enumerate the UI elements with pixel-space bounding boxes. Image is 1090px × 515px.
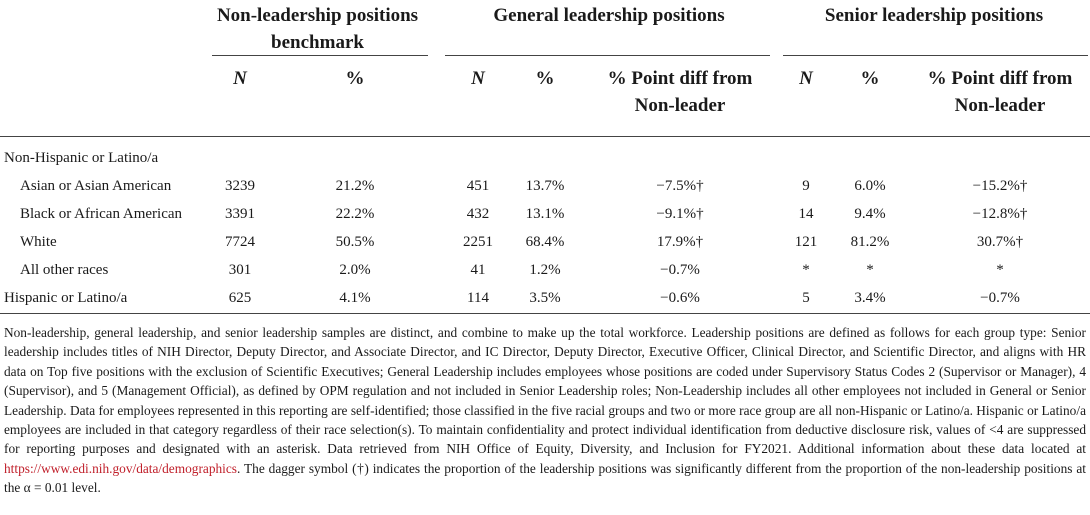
row-label: White (20, 234, 57, 250)
cell-sl-diff: −0.7% (980, 290, 1020, 306)
cell-sl-pct: 9.4% (854, 206, 886, 222)
group-underline (212, 55, 428, 56)
cell-gl-n: 2251 (463, 234, 493, 250)
cell-gl-n: 432 (466, 206, 490, 222)
row-label: All other races (20, 262, 109, 278)
cell-gl-n: 41 (470, 262, 486, 278)
group-underline (783, 55, 1088, 56)
cell-sl-diff: * (996, 262, 1004, 278)
cell-gl-pct: 3.5% (529, 290, 561, 306)
footnote-link[interactable]: https://www.edi.nih.gov/data/demographics (4, 460, 237, 476)
cell-gl-pct: 1.2% (529, 262, 561, 278)
col-header-n: N (799, 68, 813, 89)
cell-gl-diff: −0.6% (660, 290, 700, 306)
cell-nl-n: 3391 (225, 206, 255, 222)
col-header-pct: % (860, 68, 880, 89)
group-header-general-leadership: General leadership positions (493, 5, 725, 26)
cell-gl-diff: −0.7% (660, 262, 700, 278)
table-rule (0, 313, 1090, 314)
cell-nl-pct: 2.0% (339, 262, 371, 278)
cell-gl-n: 114 (467, 290, 489, 306)
col-header-diff: % Point diff from Non-leader (927, 68, 1073, 116)
cell-nl-pct: 22.2% (335, 206, 375, 222)
cell-gl-pct: 68.4% (525, 234, 565, 250)
cell-sl-pct: 3.4% (854, 290, 886, 306)
cell-gl-diff: 17.9%† (656, 234, 704, 250)
cell-sl-pct: 81.2% (850, 234, 890, 250)
cell-nl-n: 301 (228, 262, 252, 278)
group-header-senior-leadership: Senior leadership positions (824, 5, 1044, 26)
cell-sl-pct: 6.0% (854, 178, 886, 194)
cell-gl-diff: −7.5%† (656, 178, 704, 194)
cell-sl-n: 14 (798, 206, 814, 222)
cell-gl-pct: 13.1% (525, 206, 565, 222)
cell-gl-n: 451 (466, 178, 490, 194)
cell-nl-n: 3239 (225, 178, 255, 194)
cell-sl-n: 9 (802, 178, 810, 194)
col-header-diff: % Point diff from Non-leader (607, 68, 753, 116)
cell-sl-n: * (802, 262, 810, 278)
cell-nl-pct: 21.2% (335, 178, 375, 194)
cell-sl-n: 5 (802, 290, 810, 306)
group-underline (445, 55, 770, 56)
footnote-text: Non-leadership, general leadership, and senior leadership samples are distinct, and combine to make up the total workforce. Leadership positions are defined as follows for each group type: Senior leadership includes titles of NIH Director, Deputy Director, and Associate Director, and IC Director, Deputy Director, Executive Officer, Clinical Director, and Scientific Director, and aligns with HR data on Top five positions with the exclusion of Scientific Executives; General Leadership includes employees whose positions are coded under Supervisory Status Codes 2 (Supervisor or Manager), 4 (Supervisor), and 5 (Management Official), as defined by OPM regulation and not included in Senior Leadership roles; Non-Leadership includes all other employees not included in General or Senior Leadership. Data for employees represented in this reporting are self-identified; those classified in the five racial groups and two or more race group are all non-Hispanic or Latino/a. Hispanic or Latino/a employees are included in that category regardless of their race selection(s). To maintain confidentiality and protect individual identification from deductive disclosure risk, values of <4 are suppressed for reporting purposes and designated with an asterisk. Data retrieved from NIH Office of Equity, Diversity, and Inclusion for FY2021. Additional information about these data located at (4, 325, 1086, 457)
cell-nl-n: 625 (228, 290, 252, 306)
cell-nl-n: 7724 (225, 234, 255, 250)
row-label: Asian or Asian American (20, 178, 172, 194)
col-header-pct: % (345, 68, 365, 89)
cell-sl-pct: * (866, 262, 874, 278)
row-label: Black or African American (20, 206, 183, 222)
cell-sl-diff: 30.7%† (976, 234, 1024, 250)
row-label: Hispanic or Latino/a (4, 290, 128, 306)
cell-nl-pct: 50.5% (335, 234, 375, 250)
col-header-n: N (471, 68, 485, 89)
col-header-pct: % (535, 68, 555, 89)
cell-gl-pct: 13.7% (525, 178, 565, 194)
footnote-text: . The dagger symbol (†) indicates the proportion of the leadership positions was significantly different from the proportion of the non-leadership positions at the α = 0.01 level. (4, 460, 1086, 496)
cell-gl-diff: −9.1%† (656, 206, 704, 222)
table-rule (0, 136, 1090, 137)
cell-nl-pct: 4.1% (339, 290, 371, 306)
cell-sl-n: 121 (794, 234, 818, 250)
table-footnote (4, 323, 1086, 498)
col-header-n: N (233, 68, 247, 89)
cell-sl-diff: −12.8%† (972, 206, 1028, 222)
cell-sl-diff: −15.2%† (972, 178, 1028, 194)
section-label: Non-Hispanic or Latino/a (4, 150, 159, 166)
group-header-non-leadership: Non-leadership positions benchmark (216, 5, 419, 53)
